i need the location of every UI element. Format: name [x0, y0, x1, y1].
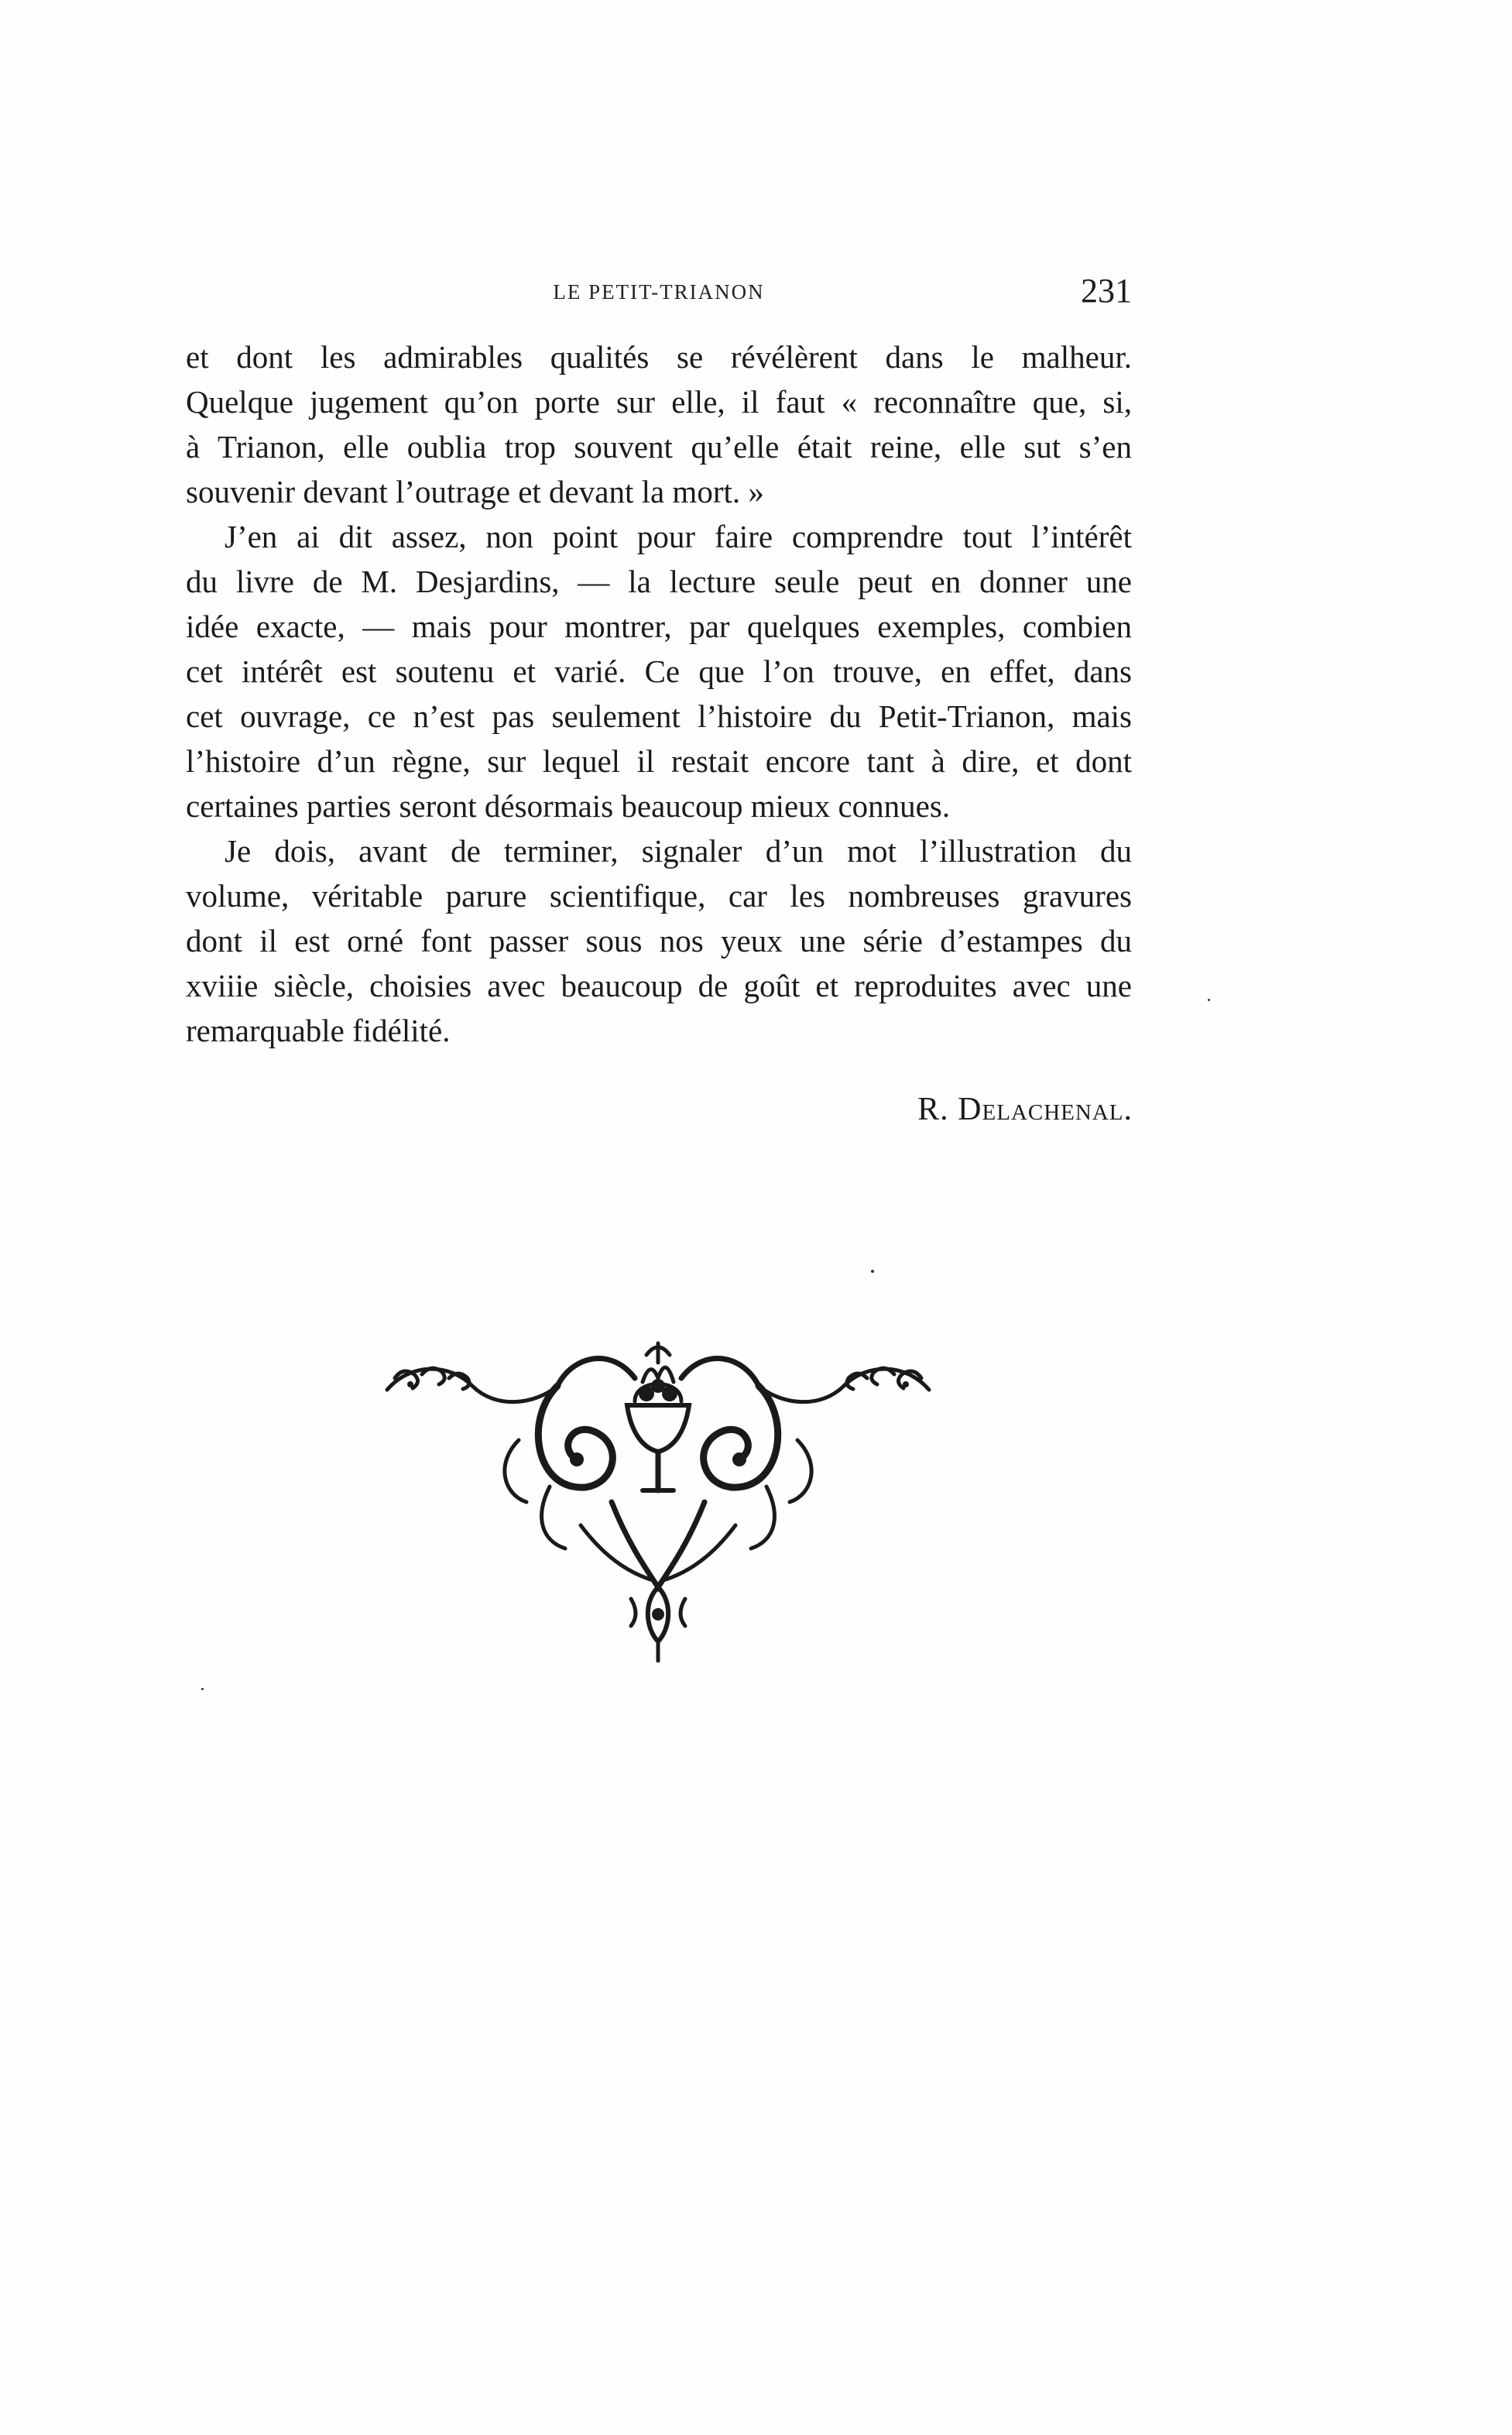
text-line: J’en ai dit assez, non point pour faire comprendre tout l’intérêt [225, 519, 1132, 554]
floral-urn-vignette-icon [379, 1332, 937, 1672]
paragraph-2 [186, 514, 1132, 828]
text-line: certaines parties seront désormais beaucoup mieux connues. [186, 788, 951, 824]
text-line: cet ouvrage, ce n’est pas seulement l’histoire du Petit-Trianon, mais [186, 698, 1132, 734]
text-line: dont il est orné font passer sous nos yeux une série d’estampes du [186, 923, 1132, 959]
paragraph-3 [186, 828, 1132, 1053]
text-line: volume, véritable parure scientifique, car les nombreuses gravures [186, 878, 1132, 914]
text-line: Quelque jugement qu’on porte sur elle, il faut « reconnaître que, si, [186, 384, 1132, 420]
running-head [186, 273, 1132, 311]
text-line: cet intérêt est soutenu et varié. Ce que l’on trouve, en effet, dans [186, 653, 1132, 689]
text-line: et dont les admirables qualités se révélèrent dans le malheur. [186, 339, 1132, 375]
text-line: du livre de M. Desjardins, — la lecture seule peut en donner une [186, 564, 1132, 599]
text-line: à Trianon, elle oublia trop souvent qu’elle était reine, elle sut s’en [186, 429, 1132, 465]
print-speck [871, 1270, 874, 1273]
paragraph-1 [186, 334, 1132, 514]
text-line: xviiie siècle, choisies avec beaucoup de goût et reproduites avec une [186, 968, 1132, 1003]
page-number: 231 [1081, 272, 1132, 310]
running-title: LE PETIT-TRIANON [553, 280, 765, 304]
print-speck [1208, 999, 1210, 1001]
author-signature: R. Delachenal. [917, 1092, 1133, 1127]
body-text [186, 334, 1132, 1053]
text-line: souvenir devant l’outrage et devant la mort. » [186, 474, 764, 509]
text-line: l’histoire d’un règne, sur lequel il restait encore tant à dire, et dont [186, 743, 1132, 779]
print-speck [201, 1688, 204, 1690]
text-line: Je dois, avant de terminer, signaler d’un mot l’illustration du [225, 833, 1132, 869]
text-line: idée exacte, — mais pour montrer, par quelques exemples, combien [186, 609, 1132, 644]
text-line: remarquable fidélité. [186, 1013, 451, 1048]
